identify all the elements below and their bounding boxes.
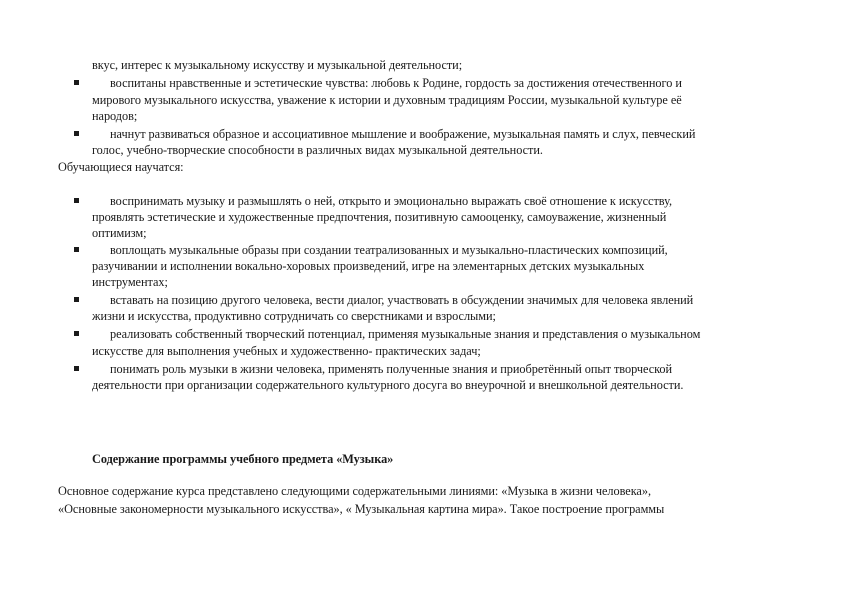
text-line: жизни и искусства, продуктивно сотрудничать со сверстниками и взрослыми; [92, 309, 496, 323]
text-line: понимать роль музыки в жизни человека, применять полученные знания и приобретённый опыт творческой [110, 362, 673, 376]
content-heading: Содержание программы учебного предмета «Музыка» [92, 452, 394, 466]
text-line: народов; [92, 109, 138, 123]
text-line: инструментах; [92, 275, 168, 289]
text-line: голос, учебно-творческие способности в различных видах музыкальной деятельности. [92, 143, 543, 157]
bullet-icon [74, 366, 79, 371]
text-line: «Основные закономерности музыкального искусства», « Музыкальная картина мира». Такое построение программы [58, 502, 665, 516]
text-line: реализовать собственный творческий потенциал, применяя музыкальные знания и представления о музыкальном [110, 327, 701, 341]
text-line: проявлять эстетические и художественные предпочтения, позитивную самооценку, самоуважение, жизненный [92, 210, 667, 224]
bullet-icon [74, 80, 79, 85]
section-heading: Обучающиеся научатся: [58, 160, 184, 174]
bullet-icon [74, 247, 79, 252]
text-line: искусстве для выполнения учебных и художественно- практических задач; [92, 344, 481, 358]
bullet-icon [74, 131, 79, 136]
text-line: мирового музыкального искусства, уважение к истории и духовным традициям России, музыкальной культуре её [92, 93, 682, 107]
text-line: вкус, интерес к музыкальному искусству и музыкальной деятельности; [92, 58, 463, 72]
bullet-icon [74, 331, 79, 336]
text-line: оптимизм; [92, 226, 147, 240]
text-line: воспитаны нравственные и эстетические чувства: любовь к Родине, гордость за достижения отечественного и [110, 76, 682, 90]
text-line: воспринимать музыку и размышлять о ней, открыто и эмоционально выражать своё отношение к искусству, [110, 194, 672, 208]
text-line: воплощать музыкальные образы при создании театрализованных и музыкально-пластических композиций, [110, 243, 668, 257]
bullet-icon [74, 297, 79, 302]
text-line: начнут развиваться образное и ассоциативное мышление и воображение, музыкальная память и слух, певческий [110, 127, 696, 141]
bullet-icon [74, 198, 79, 203]
text-line: Основное содержание курса представлено следующими содержательными линиями: «Музыка в жизни человека», [58, 484, 651, 498]
text-line: разучивании и исполнении вокально-хоровых произведений, игре на элементарных детских музыкальных [92, 259, 645, 273]
text-line: вставать на позицию другого человека, вести диалог, участвовать в обсуждении значимых для человека явлений [110, 293, 694, 307]
text-line: деятельности при организации содержательного культурного досуга во внеурочной и внешкольной деятельности. [92, 378, 684, 392]
